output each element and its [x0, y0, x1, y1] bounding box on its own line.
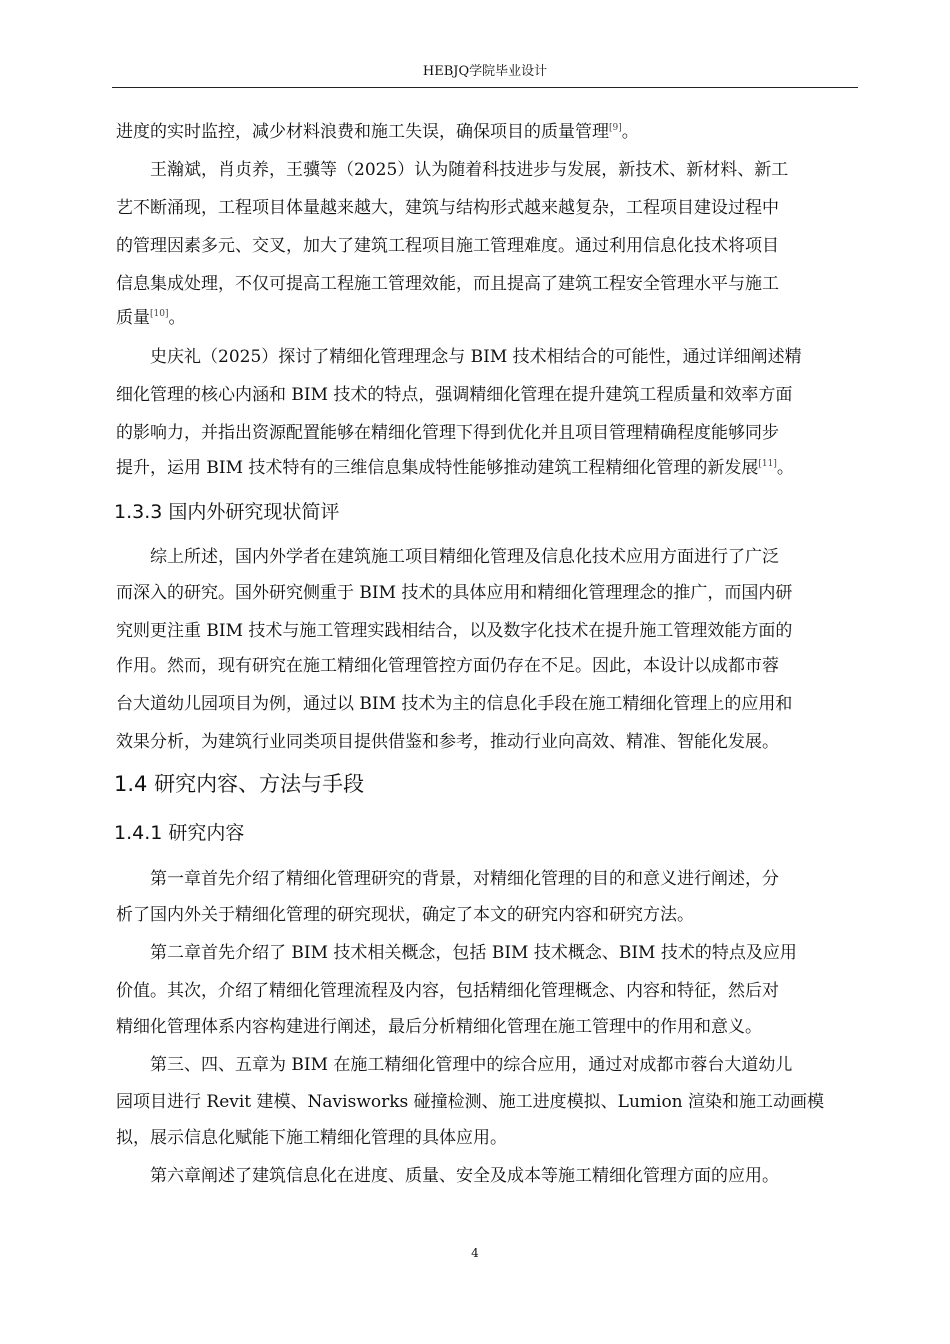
- body-line: 第一章首先介绍了精细化管理研究的背景，对精细化管理的目的和意义进行阐述，分: [150, 869, 779, 889]
- body-line: 园项目进行 Revit 建模、Navisworks 碰撞检测、施工进度模拟、Lumion 渲染和施工动画模: [116, 1092, 825, 1112]
- body-text: 质量: [116, 308, 150, 328]
- body-line: 精细化管理体系内容构建进行阐述，最后分析精细化管理在施工管理中的作用和意义。: [116, 1017, 762, 1037]
- body-line: 第三、四、五章为 BIM 在施工精细化管理中的综合应用，通过对成都市蓉台大道幼儿: [150, 1055, 793, 1075]
- body-line: 综上所述，国内外学者在建筑施工项目精细化管理及信息化技术应用方面进行了广泛: [150, 547, 779, 567]
- header-rule: [112, 87, 858, 88]
- body-punct: 。: [168, 308, 186, 328]
- body-text: 提升，运用 BIM 技术特有的三维信息集成特性能够推动建筑工程精细化管理的新发展: [116, 458, 759, 478]
- body-line: 的管理因素多元、交叉，加大了建筑工程项目施工管理难度。通过利用信息化技术将项目: [116, 236, 779, 256]
- body-punct: 。: [621, 122, 639, 142]
- body-line: 作用。然而，现有研究在施工精细化管理管控方面仍存在不足。因此，本设计以成都市蓉: [116, 656, 779, 676]
- citation-ref: [11]: [758, 459, 777, 469]
- body-line: 究则更注重 BIM 技术与施工管理实践相结合，以及数字化技术在提升施工管理效能方面的: [116, 621, 793, 641]
- body-line: [116, 115, 862, 149]
- section-heading-1-4-1: 1.4.1 研究内容: [114, 822, 245, 844]
- citation-ref: [10]: [150, 309, 169, 319]
- body-line: 而深入的研究。国外研究侧重于 BIM 技术的具体应用和精细化管理理念的推广，而国内研: [116, 583, 793, 603]
- body-line: 细化管理的核心内涵和 BIM 技术的特点，强调精细化管理在提升建筑工程质量和效率方面: [116, 385, 793, 405]
- section-heading-1-3-3: 1.3.3 国内外研究现状简评: [114, 501, 340, 523]
- section-heading-1-4: 1.4 研究内容、方法与手段: [114, 772, 365, 796]
- body-line: 的影响力，并指出资源配置能够在精细化管理下得到优化并且项目管理精确程度能够同步: [116, 423, 779, 443]
- body-line: 史庆礼（2025）探讨了精细化管理理念与 BIM 技术相结合的可能性，通过详细阐述精: [150, 347, 802, 367]
- body-line: [116, 301, 862, 335]
- body-text: 进度的实时监控，减少材料浪费和施工失误，确保项目的质量管理: [116, 122, 609, 142]
- citation-ref: [9]: [609, 123, 622, 133]
- body-line: 第二章首先介绍了 BIM 技术相关概念，包括 BIM 技术概念、BIM 技术的特点及应用: [150, 943, 797, 963]
- body-punct: 。: [776, 458, 794, 478]
- body-line: 艺不断涌现，工程项目体量越来越大，建筑与结构形式越来越复杂，工程项目建设过程中: [116, 198, 779, 218]
- body-line: 第六章阐述了建筑信息化在进度、质量、安全及成本等施工精细化管理方面的应用。: [150, 1166, 779, 1186]
- body-line: 信息集成处理，不仅可提高工程施工管理效能，而且提高了建筑工程安全管理水平与施工: [116, 274, 779, 294]
- body-line: 台大道幼儿园项目为例，通过以 BIM 技术为主的信息化手段在施工精细化管理上的应用和: [116, 694, 793, 714]
- body-line: [116, 451, 856, 485]
- page-header: HEBJQ学院毕业设计: [422, 64, 548, 79]
- body-line: 拟，展示信息化赋能下施工精细化管理的具体应用。: [116, 1128, 507, 1148]
- page-number: 4: [471, 1246, 479, 1260]
- body-line: 效果分析，为建筑行业同类项目提供借鉴和参考，推动行业向高效、精准、智能化发展。: [116, 732, 779, 752]
- body-line: 析了国内外关于精细化管理的研究现状，确定了本文的研究内容和研究方法。: [116, 905, 694, 925]
- body-line: 价值。其次，介绍了精细化管理流程及内容，包括精细化管理概念、内容和特征，然后对: [116, 981, 779, 1001]
- body-line: 王瀚斌，肖贞养，王骥等（2025）认为随着科技进步与发展，新技术、新材料、新工: [150, 160, 789, 180]
